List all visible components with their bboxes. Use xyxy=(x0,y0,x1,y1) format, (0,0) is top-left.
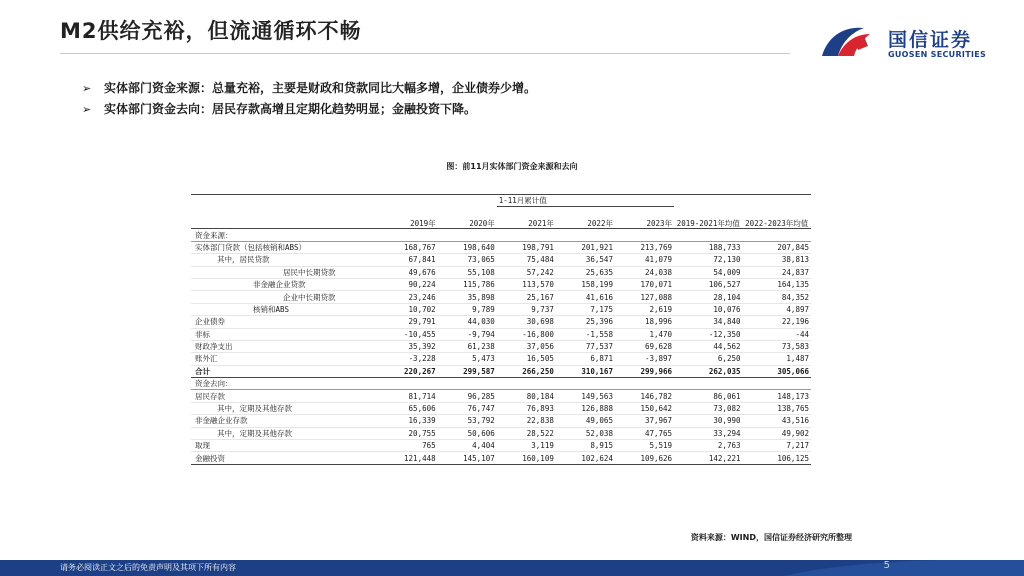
source-note: 资料来源：WIND，国信证券经济研究所整理 xyxy=(690,533,852,542)
table-cell: 20,755 xyxy=(379,427,438,439)
table-cell: 149,563 xyxy=(556,390,615,402)
table-cell: 24,837 xyxy=(743,266,812,278)
table-cell: 4,404 xyxy=(438,440,497,452)
guosen-logo-icon xyxy=(818,22,880,64)
table-cell: 168,767 xyxy=(379,241,438,253)
funding-table xyxy=(191,194,811,465)
table-cell: 16,339 xyxy=(379,415,438,427)
table-cell: 76,747 xyxy=(438,402,497,414)
table-cell: -9,794 xyxy=(438,328,497,340)
footer-disclaimer: 请务必阅读正文之后的免责声明及其项下所有内容 xyxy=(60,563,236,572)
bullet-list xyxy=(82,78,536,120)
table-cell: 24,038 xyxy=(615,266,674,278)
row-label: 取现 xyxy=(191,440,379,452)
table-cell: 6,250 xyxy=(674,353,742,365)
table-cell: -44 xyxy=(743,328,812,340)
table-cell xyxy=(674,378,742,390)
table-cell: 44,562 xyxy=(674,340,742,352)
table-cell: 188,733 xyxy=(674,241,742,253)
table-cell: 106,527 xyxy=(674,278,742,290)
table-cell: 33,294 xyxy=(674,427,742,439)
table-cell xyxy=(379,229,438,241)
table-cell: 113,570 xyxy=(497,278,556,290)
logo-chinese-name: 国信证券 xyxy=(888,29,973,51)
row-label: 其中，定期及其他存款 xyxy=(191,427,379,439)
table-cell xyxy=(556,378,615,390)
table-cell: 29,791 xyxy=(379,316,438,328)
title-divider xyxy=(60,53,790,54)
table-cell: 43,516 xyxy=(743,415,812,427)
table-cell: 310,167 xyxy=(556,365,615,377)
table-cell: 84,352 xyxy=(743,291,812,303)
table-cell: 47,765 xyxy=(615,427,674,439)
row-label: 企业债券 xyxy=(191,316,379,328)
table-cell: 2,619 xyxy=(615,303,674,315)
table-cell: 765 xyxy=(379,440,438,452)
table-cell: 35,898 xyxy=(438,291,497,303)
table-cell: 37,056 xyxy=(497,340,556,352)
row-label: 实体部门贷款（包括核销和ABS） xyxy=(191,241,379,253)
table-cell: 8,915 xyxy=(556,440,615,452)
table-cell: 67,841 xyxy=(379,254,438,266)
table-cell: -16,800 xyxy=(497,328,556,340)
table-row xyxy=(191,278,811,290)
table-cell: 28,104 xyxy=(674,291,742,303)
row-label: 居民存款 xyxy=(191,390,379,402)
row-label: 核销和ABS xyxy=(191,303,379,315)
row-label: 财政净支出 xyxy=(191,340,379,352)
logo-english-name: GUOSEN SECURITIES xyxy=(888,50,987,59)
table-row xyxy=(191,390,811,402)
table-cell xyxy=(743,378,812,390)
column-header: 2022-2023年均值 xyxy=(743,207,812,229)
table-cell: 96,285 xyxy=(438,390,497,402)
table-row xyxy=(191,328,811,340)
table-cell xyxy=(497,229,556,241)
table-cell: -3,228 xyxy=(379,353,438,365)
row-label: 账外汇 xyxy=(191,353,379,365)
table-cell: 37,967 xyxy=(615,415,674,427)
table-cell: 121,448 xyxy=(379,452,438,464)
table-cell: 50,606 xyxy=(438,427,497,439)
table-cell: 65,606 xyxy=(379,402,438,414)
table-cell: 150,642 xyxy=(615,402,674,414)
row-label: 居民中长期贷款 xyxy=(191,266,379,278)
table-cell: 16,505 xyxy=(497,353,556,365)
row-label: 非标 xyxy=(191,328,379,340)
table-row xyxy=(191,291,811,303)
column-header: 2021年 xyxy=(497,207,556,229)
column-header: 2020年 xyxy=(438,207,497,229)
bullet-text: 实体部门资金去向：居民存款高增且定期化趋势明显；金融投资下降。 xyxy=(104,102,477,116)
table-row xyxy=(191,365,811,377)
table-cell: 73,082 xyxy=(674,402,742,414)
table-cell: 57,242 xyxy=(497,266,556,278)
row-label: 合计 xyxy=(191,365,379,377)
table-cell: 266,250 xyxy=(497,365,556,377)
table-cell: 6,871 xyxy=(556,353,615,365)
table-cell: 22,838 xyxy=(497,415,556,427)
table-row xyxy=(191,353,811,365)
table-cell xyxy=(497,378,556,390)
table-cell: 35,392 xyxy=(379,340,438,352)
footer-bar xyxy=(0,560,1024,576)
table-cell: 38,813 xyxy=(743,254,812,266)
table-row xyxy=(191,378,811,390)
table-row xyxy=(191,415,811,427)
table-cell: 53,792 xyxy=(438,415,497,427)
column-header: 2019年 xyxy=(379,207,438,229)
table-cell: 76,893 xyxy=(497,402,556,414)
column-header: 2023年 xyxy=(615,207,674,229)
column-header-row xyxy=(191,207,811,229)
table-cell: 30,698 xyxy=(497,316,556,328)
table-cell: 25,635 xyxy=(556,266,615,278)
table-cell: 36,547 xyxy=(556,254,615,266)
table-row xyxy=(191,402,811,414)
table-cell: 69,628 xyxy=(615,340,674,352)
slide-title: M2供给充裕，但流通循环不畅 xyxy=(60,19,362,43)
table-cell: 49,676 xyxy=(379,266,438,278)
table-cell xyxy=(674,229,742,241)
table-cell: 201,921 xyxy=(556,241,615,253)
table-cell: 164,135 xyxy=(743,278,812,290)
table-cell: -3,897 xyxy=(615,353,674,365)
table-cell: 44,030 xyxy=(438,316,497,328)
table-cell: 148,173 xyxy=(743,390,812,402)
table-cell: 22,196 xyxy=(743,316,812,328)
table-row xyxy=(191,452,811,464)
table-cell: 7,217 xyxy=(743,440,812,452)
table-cell: 52,038 xyxy=(556,427,615,439)
table-cell: 54,009 xyxy=(674,266,742,278)
table-cell: 127,088 xyxy=(615,291,674,303)
table-header-row xyxy=(191,195,811,207)
table-cell: -10,455 xyxy=(379,328,438,340)
table-row xyxy=(191,266,811,278)
table-cell: 138,765 xyxy=(743,402,812,414)
table-cell: 41,616 xyxy=(556,291,615,303)
table-cell xyxy=(743,229,812,241)
table-cell: 5,519 xyxy=(615,440,674,452)
table-row xyxy=(191,254,811,266)
table-cell: 145,107 xyxy=(438,452,497,464)
table-row xyxy=(191,427,811,439)
table-cell: 109,626 xyxy=(615,452,674,464)
row-label: 其中，居民贷款 xyxy=(191,254,379,266)
table-cell: 198,640 xyxy=(438,241,497,253)
table-cell: 41,079 xyxy=(615,254,674,266)
table-cell: 2,763 xyxy=(674,440,742,452)
arrow-bullet-icon: ➢ xyxy=(82,103,92,116)
page-number: 5 xyxy=(883,560,890,571)
table-cell: 72,130 xyxy=(674,254,742,266)
table-cell: 207,845 xyxy=(743,241,812,253)
table-cell: 220,267 xyxy=(379,365,438,377)
table-cell: 115,786 xyxy=(438,278,497,290)
table-cell: 7,175 xyxy=(556,303,615,315)
table-cell: 5,473 xyxy=(438,353,497,365)
table-cell: 1,470 xyxy=(615,328,674,340)
table-row xyxy=(191,316,811,328)
table-caption: 图：前11月实体部门资金来源和去向 xyxy=(446,162,578,171)
row-label: 非金融企业存款 xyxy=(191,415,379,427)
arrow-bullet-icon: ➢ xyxy=(82,82,92,95)
table-cell xyxy=(379,378,438,390)
table-cell: 213,769 xyxy=(615,241,674,253)
table-cell: 80,184 xyxy=(497,390,556,402)
bullet-text: 实体部门资金来源：总量充裕，主要是财政和贷款同比大幅多增，企业债券少增。 xyxy=(104,81,537,95)
table-cell: 81,714 xyxy=(379,390,438,402)
table-cell: 126,888 xyxy=(556,402,615,414)
table-cell: 160,109 xyxy=(497,452,556,464)
table-cell xyxy=(556,229,615,241)
table-cell: 299,966 xyxy=(615,365,674,377)
table-cell: 49,902 xyxy=(743,427,812,439)
table-cell: 23,246 xyxy=(379,291,438,303)
table-cell: 30,990 xyxy=(674,415,742,427)
table-cell: 146,782 xyxy=(615,390,674,402)
table-cell: -12,350 xyxy=(674,328,742,340)
table-cell: 75,484 xyxy=(497,254,556,266)
table-cell: 25,396 xyxy=(556,316,615,328)
table-cell: 170,071 xyxy=(615,278,674,290)
table-cell: 158,199 xyxy=(556,278,615,290)
table-row xyxy=(191,440,811,452)
table-cell: 3,119 xyxy=(497,440,556,452)
table-cell: 1,487 xyxy=(743,353,812,365)
table-cell: 61,238 xyxy=(438,340,497,352)
table-cell: 4,897 xyxy=(743,303,812,315)
table-row xyxy=(191,241,811,253)
table-cell xyxy=(615,378,674,390)
table-row xyxy=(191,340,811,352)
table-cell: 198,791 xyxy=(497,241,556,253)
row-label: 资金去向： xyxy=(191,378,379,390)
row-label: 企业中长期贷款 xyxy=(191,291,379,303)
table-cell: 106,125 xyxy=(743,452,812,464)
table-cell: 299,587 xyxy=(438,365,497,377)
table-cell: 9,789 xyxy=(438,303,497,315)
table-cell: 9,737 xyxy=(497,303,556,315)
company-logo xyxy=(818,22,998,64)
table-cell xyxy=(615,229,674,241)
table-cell: 25,167 xyxy=(497,291,556,303)
row-label: 金融投资 xyxy=(191,452,379,464)
table-cell: 86,061 xyxy=(674,390,742,402)
table-cell: 49,065 xyxy=(556,415,615,427)
bullet-item xyxy=(82,78,536,99)
table-cell: 55,108 xyxy=(438,266,497,278)
footer-swoosh-icon xyxy=(784,560,1024,576)
table-cell: 73,065 xyxy=(438,254,497,266)
table-cell: 28,522 xyxy=(497,427,556,439)
table-cell: -1,558 xyxy=(556,328,615,340)
table-cell xyxy=(438,378,497,390)
row-label: 其中，定期及其他存款 xyxy=(191,402,379,414)
table-cell: 142,221 xyxy=(674,452,742,464)
group-header: 1-11月累计值 xyxy=(497,195,674,207)
bullet-item xyxy=(82,99,536,120)
table-cell xyxy=(438,229,497,241)
column-header: 2022年 xyxy=(556,207,615,229)
row-label: 非金融企业贷款 xyxy=(191,278,379,290)
table-cell: 102,624 xyxy=(556,452,615,464)
table-cell: 18,996 xyxy=(615,316,674,328)
table-cell: 305,066 xyxy=(743,365,812,377)
table-cell: 73,583 xyxy=(743,340,812,352)
column-header: 2019-2021年均值 xyxy=(674,207,742,229)
table-cell: 77,537 xyxy=(556,340,615,352)
table-row xyxy=(191,229,811,241)
table-cell: 10,076 xyxy=(674,303,742,315)
table-cell: 10,702 xyxy=(379,303,438,315)
table-cell: 90,224 xyxy=(379,278,438,290)
table-cell: 34,840 xyxy=(674,316,742,328)
row-label: 资金来源： xyxy=(191,229,379,241)
table-cell: 262,035 xyxy=(674,365,742,377)
table-row xyxy=(191,303,811,315)
